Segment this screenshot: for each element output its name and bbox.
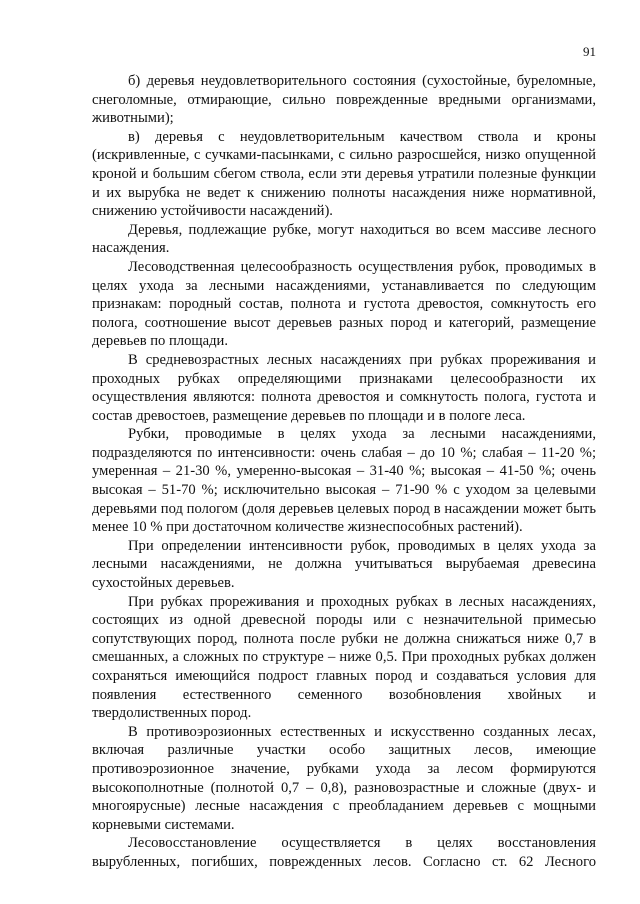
paragraph-thinning-density: При рубках прореживания и проходных рубках в лесных насаждениях, состоящих из одной древесной породы или с незначительной примесью сопутствующих пород, полнота после рубки не должна снижаться ниже 0,7 в смешанных, а сложных по структуре – ниже 0,5. При проходных рубках должен сохраняться имеющийся подрост главных пород и создаваться условия для появления естественного семенного возобновления хвойных и твердолиственных пород. bbox=[92, 593, 596, 722]
paragraph-category-v: в) деревья с неудовлетворительным качеством ствола и кроны (искривленные, с сучками-пасынками, с сильно разросшейся, низко опущенной кроной и большим сбегом ствола, если эти деревья утратили полезные функции и их вырубка не ведет к снижению полноты насаждения ниже нормативной, снижению устойчивости насаждений). bbox=[92, 128, 596, 220]
paragraph-reforestation: Лесовосстановление осуществляется в целях восстановления вырубленных, погибших, поврежденных лесов. Согласно ст. 62 Лесного bbox=[92, 835, 596, 870]
paragraph-anti-erosion-forests: В противоэрозионных естественных и искусственно созданных лесах, включая различные участки особо защитных лесов, имеющие противоэрозионное значение, рубками ухода за лесом формируются высокополнотные (полнотой 0,7 – 0,8), разновозрастные и сложные (двух- и многоярусные) лесные насаждения с преобладанием деревьев с мощными корневыми системами. bbox=[92, 723, 596, 833]
paragraph-intensity-determination: При определении интенсивности рубок, проводимых в целях ухода за лесными насаждениями, не должна учитываться вырубаемая древесина сухостойных деревьев. bbox=[92, 537, 596, 592]
paragraph-intensity-levels: Рубки, проводимые в целях ухода за лесными насаждениями, подразделяются по интенсивности: очень слабая – до 10 %; слабая – 11-20 %; умеренная – 21-30 %, умеренно-высокая – 31-40 %; высокая – 41-50 %; очень высокая – 51-70 %; исключительно высокая – 71-90 % с уходом за целевыми деревьями под пологом (доля деревьев целевых пород в насаждении может быть менее 10 % при достаточном количестве жизнеспособных растений). bbox=[92, 426, 596, 536]
paragraph-silvicultural-feasibility: Лесоводственная целесообразность осуществления рубок, проводимых в целях ухода за лесными насаждениями, устанавливается по следующим признакам: породный состав, полнота и густота древостоя, сомкнутость его полога, соотношение высот деревьев разных пород и категорий, размещение деревьев по площади. bbox=[92, 258, 596, 350]
paragraph-category-b: б) деревья неудовлетворительного состояния (сухостойные, буреломные, снеголомные, отмирающие, сильно поврежденные вредными организмами, животными); bbox=[92, 73, 596, 127]
page-number: 91 bbox=[583, 44, 596, 59]
page-body bbox=[92, 72, 596, 872]
paragraph-trees-location: Деревья, подлежащие рубке, могут находиться во всем массиве лесного насаждения. bbox=[92, 221, 596, 257]
paragraph-middle-aged-stands: В средневозрастных лесных насаждениях при рубках прореживания и проходных рубках определяющими признаками целесообразности их осуществления являются: полнота древостоя и сомкнутость полога, густота и состав древостоев, размещение деревьев по площади и в пологе леса. bbox=[92, 351, 596, 424]
